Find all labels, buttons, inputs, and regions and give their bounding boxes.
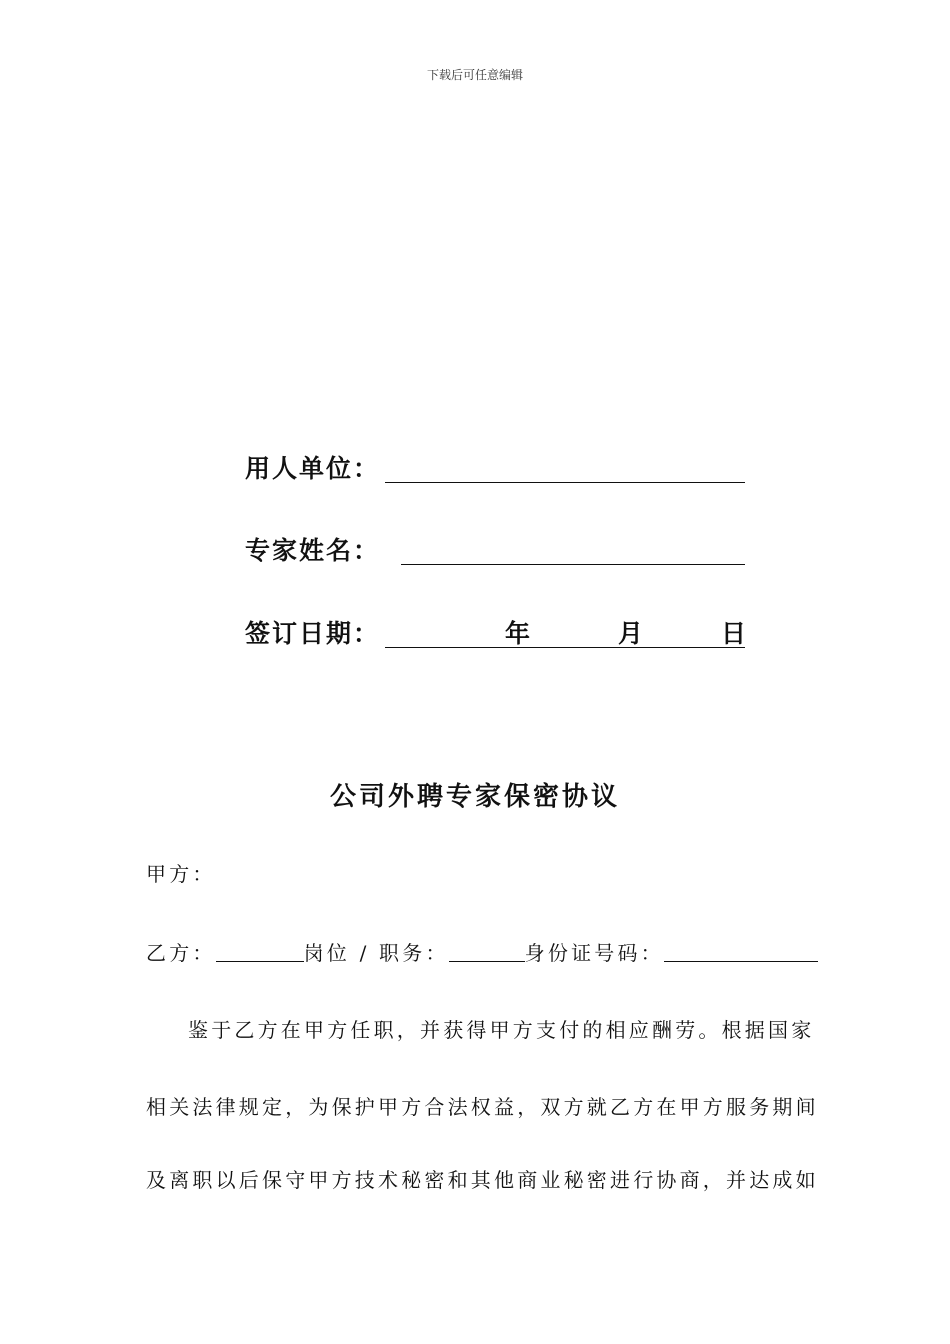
employer-field bbox=[245, 452, 747, 486]
signing-date-field bbox=[245, 617, 747, 651]
expert-name-field bbox=[245, 534, 747, 568]
date-month: 月 bbox=[618, 619, 646, 648]
document-title: 公司外聘专家保密协议 bbox=[329, 782, 620, 812]
expert-name-underline bbox=[401, 564, 745, 565]
date-year: 年 bbox=[505, 619, 533, 648]
body-line-1: 鉴于乙方在甲方任职，并获得甲方支付的相应酬劳。根据国家 bbox=[188, 1018, 815, 1042]
expert-name-label: 专家姓名： bbox=[245, 536, 381, 565]
employer-underline bbox=[385, 482, 745, 483]
employer-label: 用人单位： bbox=[245, 454, 381, 483]
position-blank bbox=[449, 943, 525, 962]
signing-date-label: 签订日期： bbox=[245, 619, 381, 648]
id-number-label: 身份证号码： bbox=[524, 941, 664, 965]
signing-date-underline bbox=[385, 647, 745, 648]
body-line-3: 及离职以后保守甲方技术秘密和其他商业秘密进行协商，并达成如 bbox=[146, 1168, 819, 1192]
party-a-label: 甲方： bbox=[146, 862, 216, 886]
party-b-blank bbox=[216, 943, 304, 962]
body-line-2: 相关法律规定，为保护甲方合法权益，双方就乙方在甲方服务期间 bbox=[146, 1095, 819, 1119]
position-label: 岗位 / 职务： bbox=[303, 941, 449, 965]
id-number-blank bbox=[664, 943, 818, 962]
date-day: 日 bbox=[721, 619, 749, 648]
party-a-line bbox=[146, 860, 216, 888]
party-b-line bbox=[146, 939, 818, 967]
party-b-label: 乙方： bbox=[146, 941, 216, 965]
page-header-note: 下载后可任意编辑 bbox=[426, 68, 523, 82]
